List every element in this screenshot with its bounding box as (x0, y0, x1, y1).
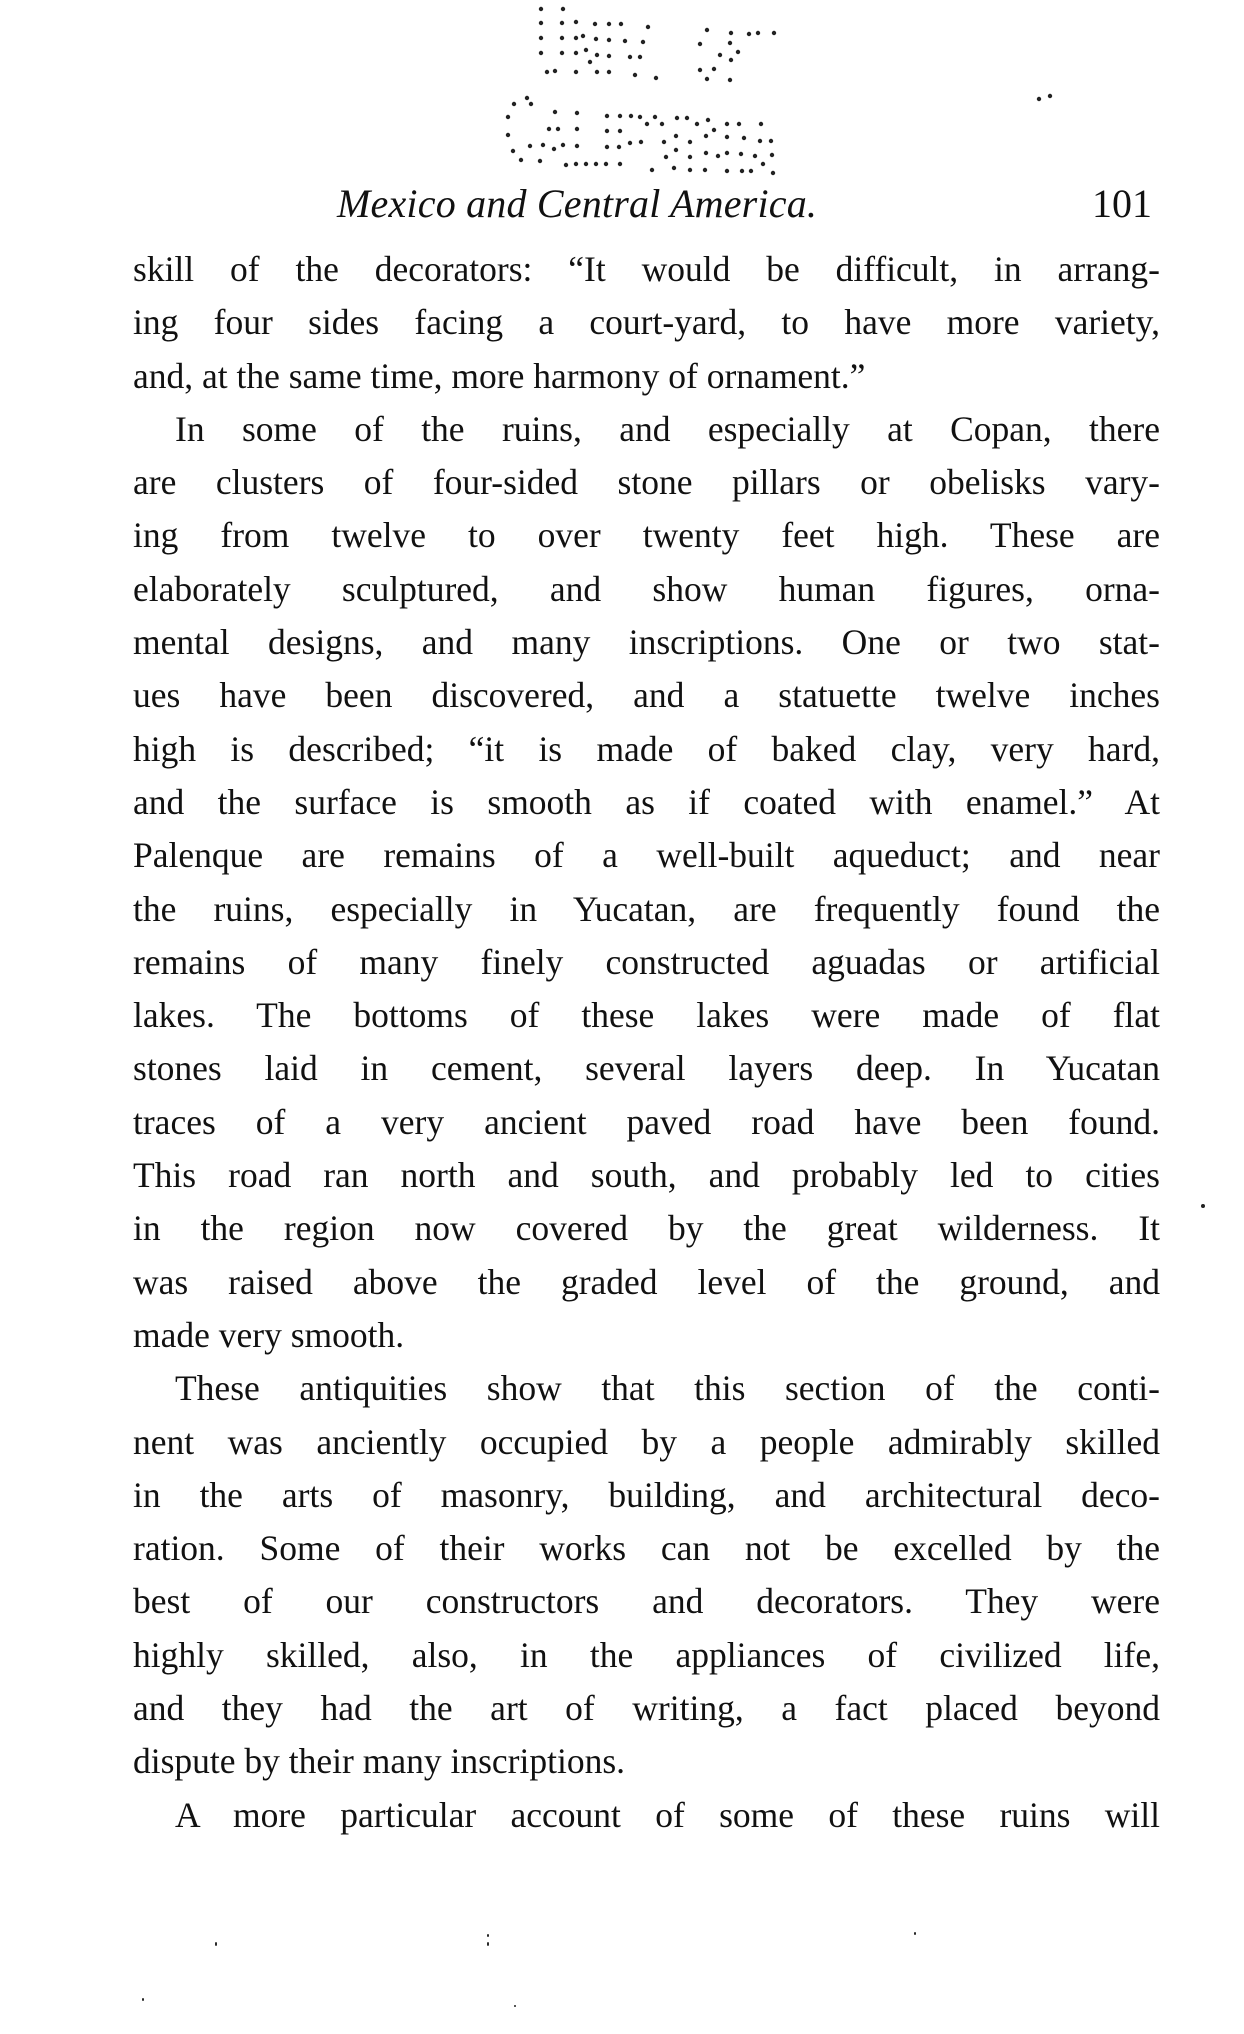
text-line: are clusters of four-sided stone pillars or obelisks vary- (133, 462, 1160, 503)
print-speck (215, 1942, 217, 1946)
text-line: the ruins, especially in Yucatan, are frequently found the (133, 888, 1160, 929)
text-line: highly skilled, also, in the appliances of civilized life, (133, 1634, 1160, 1675)
text-line: ing from twelve to over twenty feet high. These are (133, 515, 1160, 556)
text-line: skill of the decorators: “It would be difficult, in arrang- (133, 249, 1160, 289)
text-line: dispute by their many inscriptions. (133, 1741, 626, 1782)
print-speck (914, 1932, 916, 1935)
print-speck (142, 1998, 144, 2001)
paragraph-start-line: In some of the ruins, and especially at Copan, there (175, 408, 1160, 449)
text-line: and, at the same time, more harmony of ornament.” (133, 355, 866, 396)
print-speck (514, 2005, 516, 2007)
text-line: ing four sides facing a court-yard, to have more variety, (133, 302, 1160, 343)
paragraph-start-line: These antiquities show that this section of the conti- (175, 1368, 1160, 1409)
body-text (133, 243, 1160, 1842)
text-line: best of our constructors and decorators. They were (133, 1581, 1160, 1622)
text-line: stones laid in cement, several layers deep. In Yucatan (133, 1048, 1160, 1089)
text-line: remains of many finely constructed aguadas or artificial (133, 941, 1160, 982)
print-speck (1201, 1204, 1205, 1208)
running-title: Mexico and Central America. (337, 181, 818, 226)
library-stamp-perforation (0, 0, 1244, 180)
text-line: and they had the art of writing, a fact placed beyond (133, 1688, 1160, 1729)
text-line: lakes. The bottoms of these lakes were made of flat (133, 995, 1160, 1036)
text-line: was raised above the graded level of the ground, and (133, 1261, 1160, 1302)
text-line: nent was anciently occupied by a people admirably skilled (133, 1421, 1160, 1462)
paragraph-start-line: A more particular account of some of these ruins will (175, 1794, 1160, 1835)
text-line: and the surface is smooth as if coated with enamel.” At (133, 781, 1160, 822)
stamp-dots-top-row (539, 7, 776, 82)
stamp-dots-bottom-row (506, 94, 1052, 175)
text-line: in the region now covered by the great wilderness. It (133, 1208, 1160, 1249)
text-line: high is described; “it is made of baked clay, very hard, (133, 728, 1160, 769)
page-number: 101 (1092, 181, 1152, 226)
text-line: mental designs, and many inscriptions. One or two stat- (133, 622, 1160, 663)
print-speck (487, 1942, 489, 1946)
text-line: Palenque are remains of a well-built aqueduct; and near (133, 835, 1160, 876)
text-line: ration. Some of their works can not be excelled by the (133, 1528, 1160, 1569)
text-line: traces of a very ancient paved road have been found. (133, 1101, 1160, 1142)
print-speck (487, 1934, 489, 1937)
text-line: This road ran north and south, and probably led to cities (133, 1155, 1160, 1196)
text-line: ues have been discovered, and a statuette twelve inches (133, 675, 1160, 716)
text-line: elaborately sculptured, and show human figures, orna- (133, 568, 1160, 609)
text-line: made very smooth. (133, 1314, 405, 1355)
text-line: in the arts of masonry, building, and architectural deco- (133, 1474, 1160, 1515)
running-head (132, 176, 1152, 232)
